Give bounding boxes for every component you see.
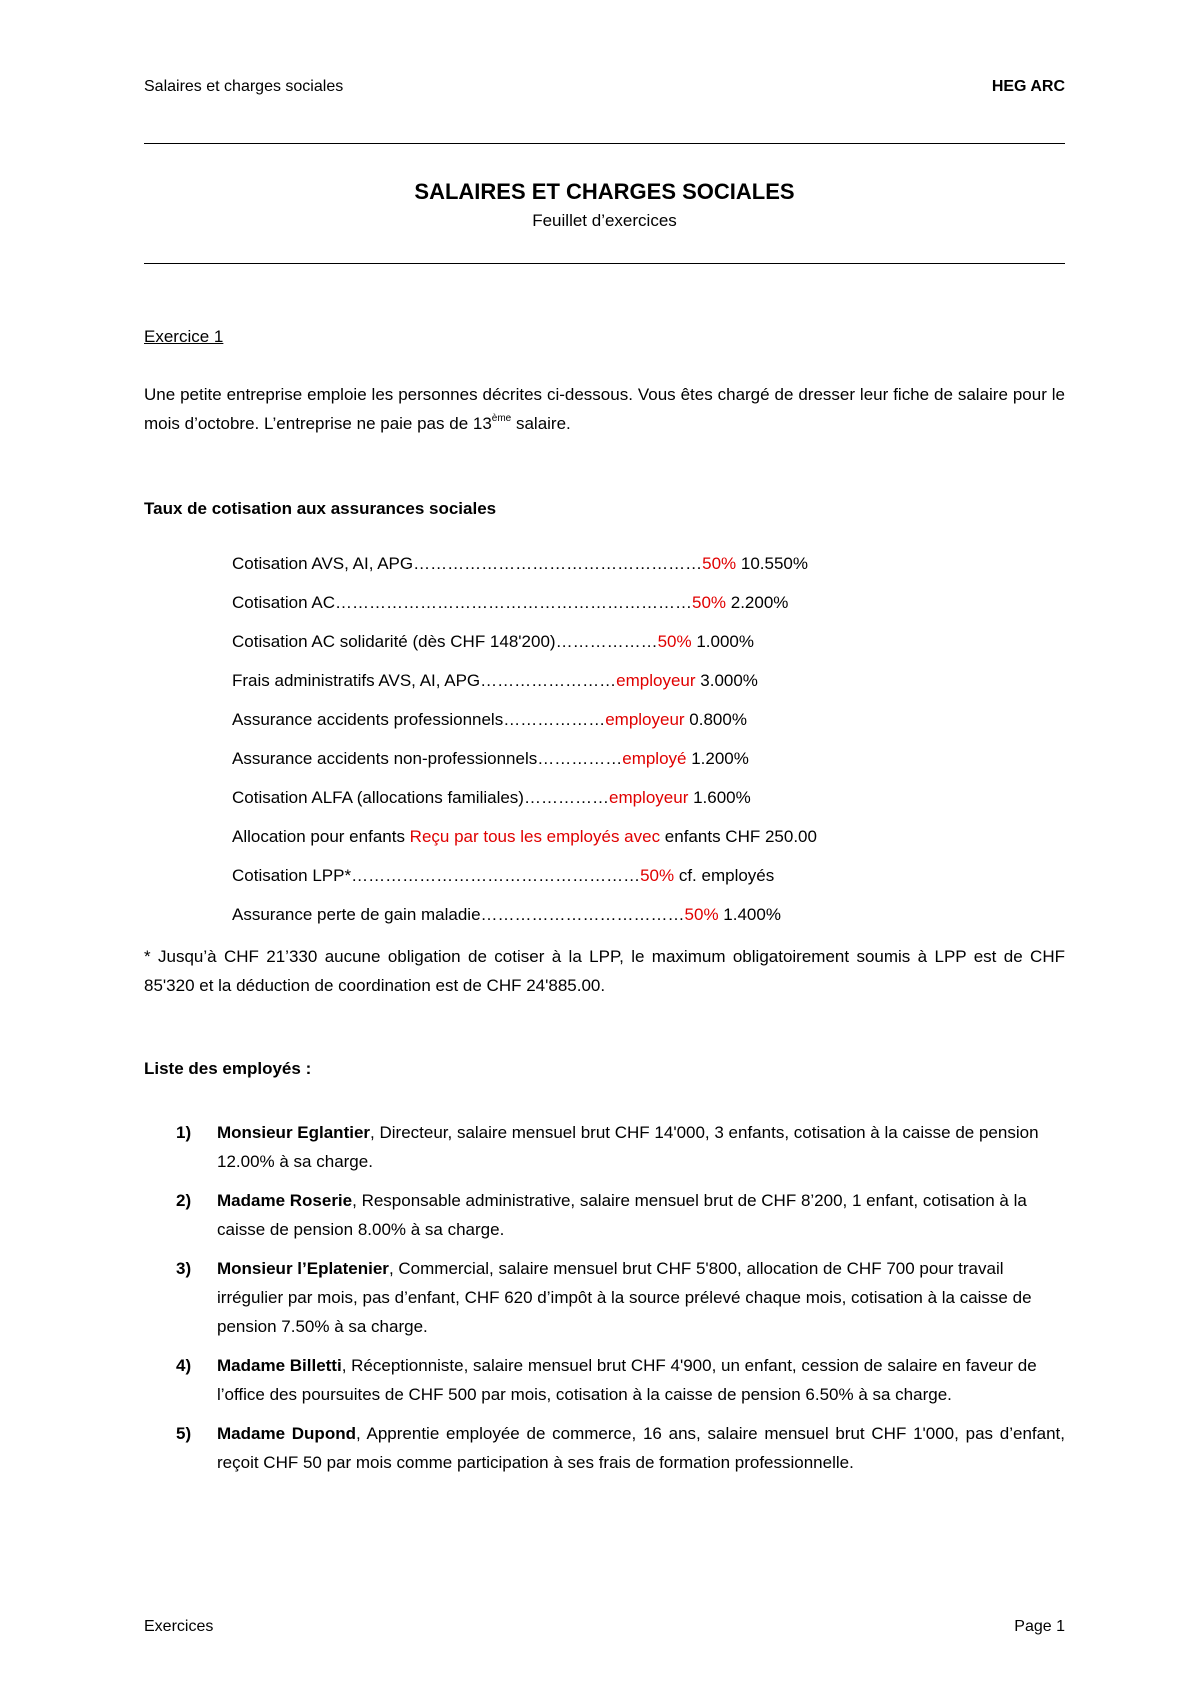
employee-description: , Apprentie employée de commerce, 16 ans, salaire mensuel brut CHF 1'000, pas d’enfant, reçoit CHF 50 par mois comme participation à ses frais de formation professionnelle. [217,1424,1065,1472]
rate-leader: ……………… [555,632,658,651]
rate-label: Cotisation AVS, AI, APG [232,554,414,573]
employee-number: 2) [176,1191,192,1210]
employee-item [144,1254,1065,1341]
rate-leader: …………… [537,749,623,768]
employee-description: , Responsable administrative, salaire mensuel brut de CHF 8’200, 1 enfant, cotisation à la caisse de pension 8.00% à sa charge. [217,1191,1027,1239]
rate-share: 50% [657,632,692,651]
rate-share: 50% [702,554,737,573]
employee-number: 1) [176,1123,192,1142]
rate-share: employeur [608,788,689,807]
running-footer-left: Exercices [144,1618,214,1635]
running-header-left: Salaires et charges sociales [144,78,344,95]
rate-share: 50% [640,866,675,885]
rate-label: Frais administratifs AVS, AI, APG [232,671,481,690]
employee-name: Monsieur Eglantier [217,1123,371,1142]
employee-number: 4) [176,1356,192,1375]
rate-share: 50% [684,905,719,924]
rate-share: Reçu par tous les employés avec [409,827,661,846]
rate-label: Cotisation AC [232,593,335,612]
rate-label: Assurance accidents non-professionnels [232,749,538,768]
employee-item [144,1118,1065,1176]
rate-item [144,661,1065,700]
employees-title: Liste des employés : [144,1059,312,1078]
page-number: Page 1 [1014,1618,1065,1635]
rate-value: 1.000% [691,632,754,651]
rate-leader: …………… [523,788,609,807]
rate-label: Allocation pour enfants [232,827,410,846]
title-rule-bottom [144,263,1065,264]
employee-name: Monsieur l’Eplatenier [217,1259,389,1278]
rates-list [144,544,1065,934]
rate-item [144,700,1065,739]
rate-item [144,739,1065,778]
lpp-footnote: * Jusqu’à CHF 21’330 aucune obligation de cotiser à la LPP, le maximum obligatoirement soumis à LPP est de CHF 85'320 et la déduction de coordination est de CHF 24'885.00. [144,947,1065,995]
employee-description: , Directeur, salaire mensuel brut CHF 14'000, 3 enfants, cotisation à la caisse de pension 12.00% à sa charge. [217,1123,1039,1171]
rate-value: 0.800% [684,710,747,729]
rate-label: Cotisation LPP* [232,866,352,885]
rate-label: Assurance perte de gain maladie [232,905,481,924]
intro-text: Une petite entreprise emploie les personnes décrites ci-dessous. Vous êtes chargé de dresser leur fiche de salaire pour le mois d’octobre. L’entreprise ne paie pas de 13 [144,385,1065,433]
rate-leader: …………………… [480,671,617,690]
rate-leader: …………………………………………… [351,866,641,885]
rate-share: employé [622,749,687,768]
employee-name: Madame Roserie [217,1191,353,1210]
rate-label: Cotisation AC solidarité (dès CHF 148'200) [232,632,556,651]
rate-item [144,856,1065,895]
rate-value: enfants CHF 250.00 [660,827,817,846]
rate-label: Cotisation ALFA (allocations familiales) [232,788,524,807]
rate-value: 1.400% [718,905,781,924]
rate-item [144,544,1065,583]
rate-value: 1.600% [688,788,751,807]
rate-label: Assurance accidents professionnels [232,710,504,729]
rate-item [144,778,1065,817]
employee-name: Madame Dupond [217,1424,356,1443]
employees-list [144,1118,1065,1477]
rate-item [144,895,1065,934]
employee-description: , Réceptionniste, salaire mensuel brut CHF 4'900, un enfant, cession de salaire en faveur de l’office des poursuites de CHF 500 par mois, cotisation à la caisse de pension 6.50% à sa charge. [217,1356,1037,1404]
document-subtitle: Feuillet d’exercices [532,211,677,230]
exercise-intro [144,380,1065,438]
running-header-right: HEG ARC [991,78,1065,95]
employee-item [144,1419,1065,1477]
employee-item [144,1186,1065,1244]
intro-superscript: ème [491,413,512,424]
rate-leader: ……………………………… [480,905,685,924]
rates-title: Taux de cotisation aux assurances sociales [144,499,497,518]
rate-share: 50% [692,593,727,612]
rate-item [144,622,1065,661]
rate-item [144,583,1065,622]
document-title: SALAIRES ET CHARGES SOCIALES [414,179,795,204]
rate-leader: ……………… [503,710,606,729]
rate-value: 3.000% [695,671,758,690]
employee-number: 5) [176,1424,192,1443]
rate-value: cf. employés [674,866,775,885]
exercise-title: Exercice 1 [144,327,224,346]
rate-leader: ……………………………………………………… [335,593,692,612]
rate-leader: …………………………………………… [413,554,703,573]
document-body [144,322,1065,1487]
rate-share: employeur [616,671,696,690]
rate-item [144,817,1065,856]
employee-name: Madame Billetti [217,1356,342,1375]
intro-end: salaire. [511,414,571,433]
rate-value: 2.200% [726,593,789,612]
rate-value: 10.550% [736,554,808,573]
title-block [144,176,1065,234]
employee-number: 3) [176,1259,192,1278]
employee-description: , Commercial, salaire mensuel brut CHF 5'800, allocation de CHF 700 pour travail irrégulier par mois, pas d’enfant, CHF 620 d’impôt à la source prélevé chaque mois, cotisation à la caisse de pension 7.50% à sa charge. [217,1259,1032,1336]
rate-value: 1.200% [686,749,749,768]
title-rule-top [144,143,1065,144]
rate-share: employeur [605,710,685,729]
employee-item [144,1351,1065,1409]
